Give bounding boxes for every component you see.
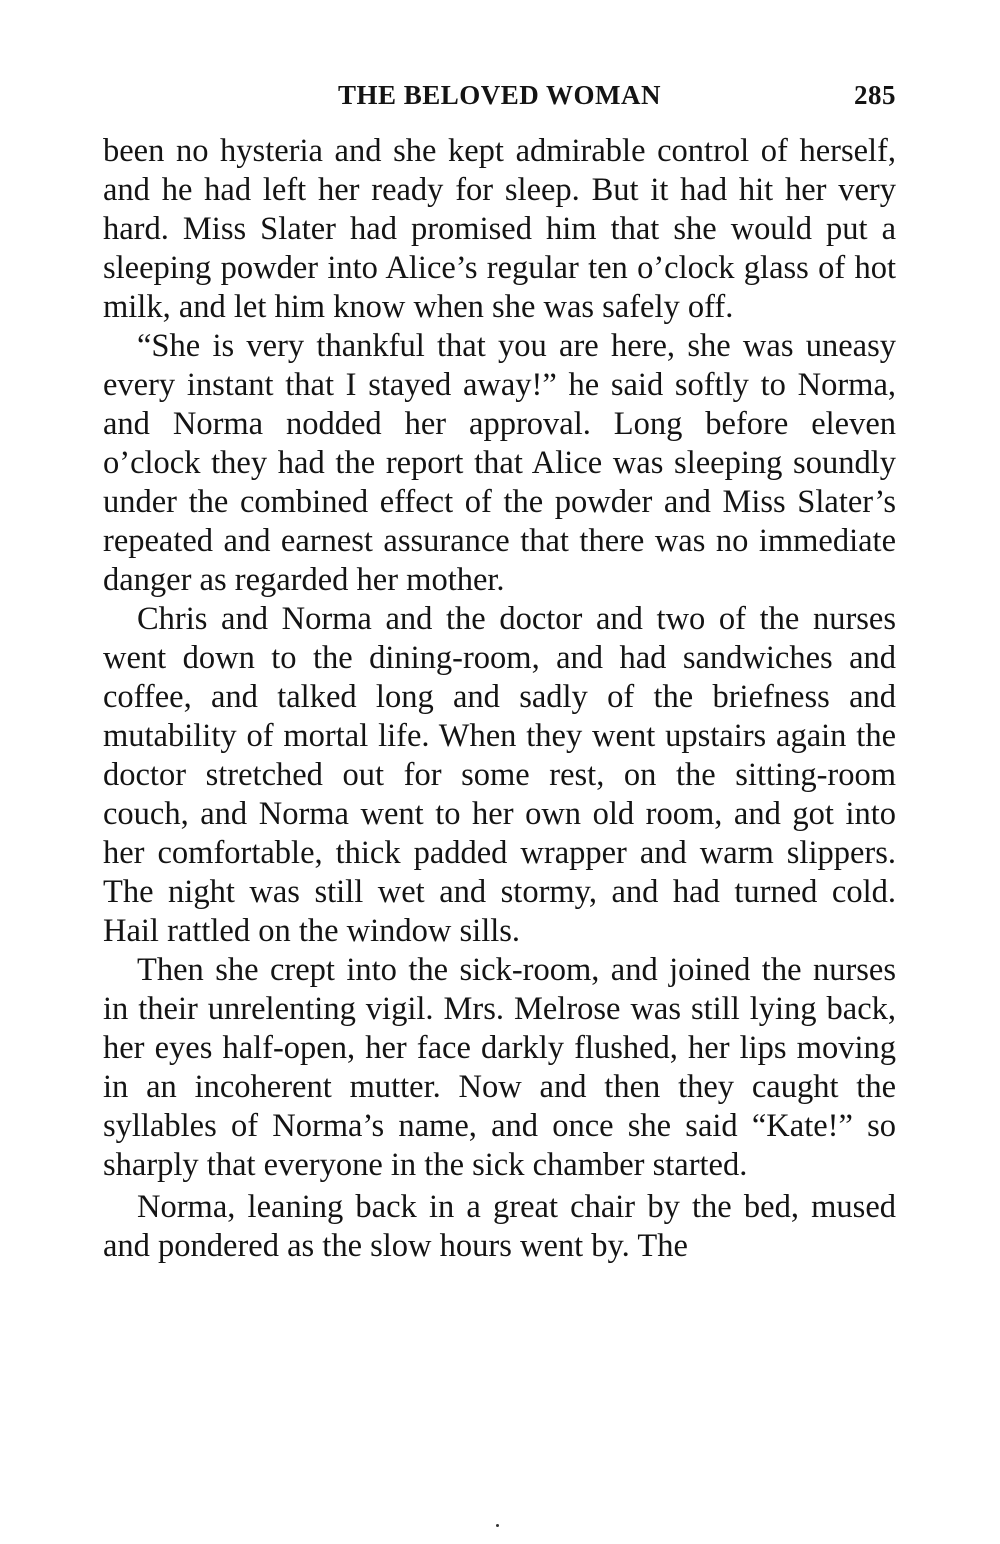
running-head: [103, 76, 896, 120]
paragraph: “She is very thankful that you are here, she was uneasy every instant that I stayed away!” he said softly to Norma, and Norma nodded her approval. Long before eleven o’clock they had the report that Alice was sleeping soundly under the combined effect of the powder and Miss Slater’s repeated and earnest assurance that there was no immediate danger as regarded her mother.: [103, 328, 896, 598]
paragraph-continued: been no hysteria and she kept admirable control of herself, and he had left her ready for sleep. But it had hit her very hard. Miss Slater had promised him that she would put a sleeping powder into Alice’s regular ten o’clock glass of hot milk, and let him know when she was safely off.: [103, 133, 896, 325]
book-page: [103, 76, 896, 1266]
paragraph: Chris and Norma and the doctor and two of the nurses went down to the dining-room, and had sandwiches and coffee, and talked long and sadly of the briefness and mutability of mortal life. When they went upstairs again the doctor stretched out for some rest, on the sitting-room couch, and Norma went to her own old room, and got into her comfortable, thick padded wrapper and warm slippers. The night was still wet and stormy, and had turned cold. Hail rattled on the window sills.: [103, 601, 896, 949]
running-title: THE BELOVED WOMAN: [337, 80, 662, 110]
print-speck: [496, 1524, 499, 1527]
paragraph: Then she crept into the sick-room, and joined the nurses in their unrelenting vigil. Mrs. Melrose was still lying back, her eyes half-open, her face darkly flushed, her lips moving in an incoherent mutter. Now and then they caught the syllables of Norma’s name, and once she said “Kate!” so sharply that everyone in the sick chamber started.: [103, 952, 896, 1183]
body-text: [103, 132, 896, 1266]
paragraph: Norma, leaning back in a great chair by the bed, mused and pondered as the slow hours went by. The: [103, 1189, 896, 1264]
page-number: 285: [854, 80, 896, 110]
